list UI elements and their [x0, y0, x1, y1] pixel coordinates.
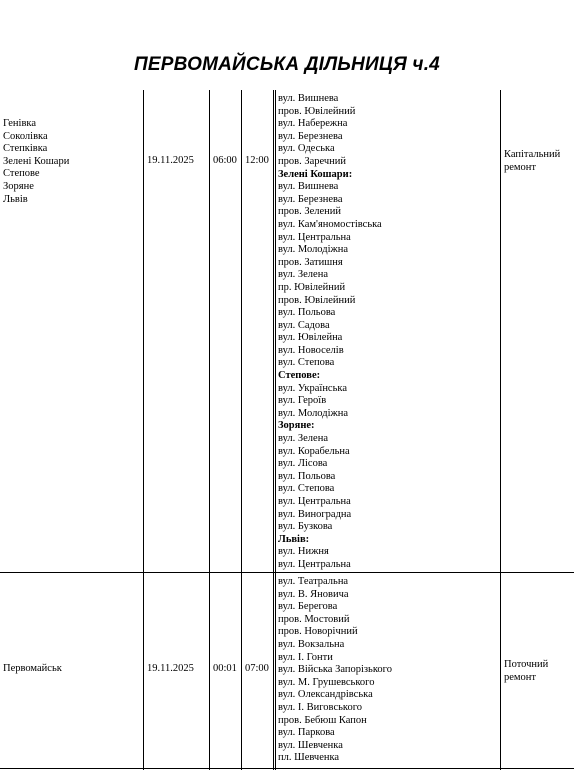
settlement-name: Первомайськ: [3, 663, 62, 674]
settlement-header: Степове:: [278, 370, 321, 382]
street-item: вул. Степова: [278, 483, 335, 495]
street-item: вул. І. Гонти: [278, 651, 333, 663]
table-column-divider: [273, 90, 274, 770]
street-item: вул. Берегова: [278, 601, 338, 613]
street-item: вул. І. Виговського: [278, 701, 362, 713]
table-column-divider: [209, 90, 210, 770]
table-column-divider: [275, 90, 276, 770]
street-item: вул. Війська Запорізького: [278, 664, 392, 676]
settlement-header: Зоряне:: [278, 420, 315, 432]
street-item: вул. Польова: [278, 307, 336, 319]
table-column-divider: [143, 90, 144, 770]
table-column-divider: [241, 90, 242, 770]
street-item: вул. Українська: [278, 382, 347, 394]
street-item: вул. В. Яновича: [278, 588, 349, 600]
time-end-cell: 12:00: [245, 155, 269, 166]
settlement-name: Степківка: [3, 143, 48, 155]
street-item: вул. Вишнева: [278, 93, 339, 104]
time-start-cell: 00:01: [213, 663, 237, 674]
street-item: вул. Центральна: [278, 496, 351, 507]
street-item: пров. Затишня: [278, 256, 343, 268]
street-item: вул. Новоселів: [278, 344, 344, 356]
street-item: пров. Ювілейний: [278, 105, 356, 117]
street-item: пров. Мостовий: [278, 613, 350, 625]
settlement-name: Соколівка: [3, 130, 48, 142]
street-item: вул. Ювілейна: [278, 332, 343, 344]
street-item: вул. М. Грушевського: [278, 676, 375, 688]
time-end-cell: 07:00: [245, 663, 269, 674]
street-item: вул. Олександрівська: [278, 689, 373, 701]
settlement-name: Зоряне: [3, 181, 34, 192]
settlement-header: Львів:: [278, 533, 310, 545]
time-start-cell: 06:00: [213, 155, 237, 166]
street-item: вул. Степова: [278, 357, 335, 369]
street-item: пр. Ювілейний: [278, 281, 346, 293]
street-item: вул. Корабельна: [278, 445, 350, 457]
street-item: вул. Зелена: [278, 269, 328, 281]
settlement-name: Степове: [3, 168, 40, 180]
date-cell: 19.11.2025: [147, 155, 194, 166]
settlement-header: Зелені Кошари:: [278, 168, 353, 180]
date-cell: 19.11.2025: [147, 663, 194, 674]
street-item: вул. Вокзальна: [278, 638, 345, 650]
street-item: вул. Лісова: [278, 458, 328, 470]
street-item: вул. Польова: [278, 470, 336, 482]
street-item: пров. Заречний: [278, 155, 347, 167]
street-item: вул. Молодіжна: [278, 244, 349, 256]
street-item: вул. Набережна: [278, 118, 348, 130]
street-item: вул. Нижня: [278, 546, 329, 558]
street-item: пров. Новорічний: [278, 626, 358, 638]
street-item: вул. Бузкова: [278, 521, 333, 533]
street-item: пл. Шевченка: [278, 752, 340, 764]
table-row-divider: [0, 572, 574, 573]
work-type-line: ремонт: [504, 671, 537, 683]
street-item: вул. Березнева: [278, 130, 343, 142]
street-item: вул. Молодіжна: [278, 407, 349, 419]
street-item: вул. Березнева: [278, 193, 343, 205]
street-item: вул. Вишнева: [278, 181, 339, 193]
streets-cell: [278, 576, 392, 765]
work-type-line: Поточний: [504, 659, 549, 670]
street-item: вул. Паркова: [278, 727, 335, 739]
street-item: вул. Одеська: [278, 143, 335, 155]
street-item: вул. Садова: [278, 319, 330, 331]
settlement-name: Зелені Кошари: [3, 155, 70, 167]
street-item: вул. Кам'яномостівська: [278, 218, 382, 230]
street-item: вул. Центральна: [278, 231, 351, 243]
street-item: пров. Ювілейний: [278, 294, 356, 306]
street-item: пров. Бебюш Капон: [278, 714, 367, 726]
street-item: вул. Героїв: [278, 395, 327, 407]
street-item: вул. Зелена: [278, 433, 328, 445]
table-row-divider: [0, 768, 574, 769]
street-item: вул. Шевченка: [278, 739, 343, 751]
page-title: ПЕРВОМАЙСЬКА ДІЛЬНИЦЯ ч.4: [134, 54, 440, 75]
work-type-line: ремонт: [504, 161, 537, 173]
streets-cell: [278, 93, 382, 572]
table-column-divider: [500, 90, 501, 770]
street-item: вул. Виноградна: [278, 508, 352, 520]
settlement-name: Генівка: [3, 118, 37, 129]
work-type-line: Капітальний: [504, 149, 561, 160]
street-item: вул. Театральна: [278, 576, 349, 587]
settlement-name: Львів: [3, 193, 28, 205]
street-item: пров. Зелений: [278, 206, 342, 218]
street-item: вул. Центральна: [278, 558, 351, 570]
